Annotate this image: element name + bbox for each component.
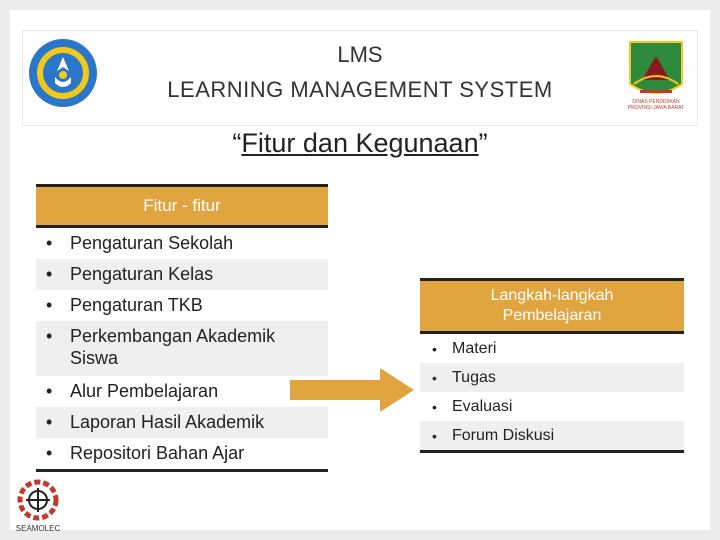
bullet-icon: • (432, 340, 437, 357)
step-label: Materi (452, 339, 497, 357)
close-quote: ” (478, 128, 488, 158)
bullet-icon: • (46, 381, 53, 401)
bullet-icon: • (46, 233, 53, 253)
step-label: Forum Diskusi (452, 426, 555, 444)
header-subtitle: LEARNING MANAGEMENT SYSTEM (167, 77, 553, 102)
right-arrow-icon (288, 366, 418, 414)
bullet-icon: • (46, 443, 53, 463)
feature-item (36, 407, 328, 438)
feature-label: Perkembangan Akademik Siswa (70, 326, 276, 368)
bullet-icon: • (432, 369, 437, 386)
feature-item (36, 290, 328, 321)
feature-label: Alur Pembelajaran (70, 381, 219, 401)
step-item (420, 334, 684, 363)
right-logo-caption-2: PROVINSI JAWA BARAT (627, 105, 685, 111)
page-subtitle (0, 128, 720, 159)
seamolec-logo-icon (12, 476, 64, 534)
tut-wuri-handayani-logo-icon (27, 37, 99, 109)
feature-label: Pengaturan Kelas (70, 264, 214, 284)
feature-label: Pengaturan TKB (70, 295, 203, 315)
steps-heading (420, 281, 684, 334)
jawa-barat-emblem-icon (620, 38, 692, 114)
feature-label: Laporan Hasil Akademik (70, 412, 265, 432)
steps-heading-label: Langkah-langkah Pembelajaran (490, 287, 614, 324)
bullet-icon: • (46, 295, 53, 315)
feature-label: Repositori Bahan Ajar (70, 443, 245, 463)
bullet-icon: • (46, 412, 53, 432)
step-label: Evaluasi (452, 397, 513, 415)
feature-item (36, 438, 328, 469)
steps-table (420, 278, 684, 453)
feature-item (36, 259, 328, 290)
step-label: Tugas (452, 368, 496, 386)
feature-item (36, 376, 328, 407)
header-title: LMS (337, 42, 383, 67)
bullet-icon: • (46, 326, 53, 346)
feature-label: Pengaturan Sekolah (70, 233, 234, 253)
bullet-icon: • (432, 427, 437, 444)
step-item (420, 363, 684, 392)
features-heading: Fitur - fitur (36, 187, 328, 228)
features-table (36, 184, 328, 472)
step-item (420, 392, 684, 421)
feature-item (36, 228, 328, 259)
step-item (420, 421, 684, 450)
subtitle-underlined: Fitur dan Kegunaan (241, 128, 479, 158)
right-logo-caption-1: DINAS PENDIDIKAN (632, 99, 680, 105)
bullet-icon: • (46, 264, 53, 284)
bullet-icon: • (432, 398, 437, 415)
open-quote: “ (232, 128, 242, 158)
seamolec-caption: SEAMOLEC (15, 524, 61, 533)
feature-item (36, 321, 328, 376)
